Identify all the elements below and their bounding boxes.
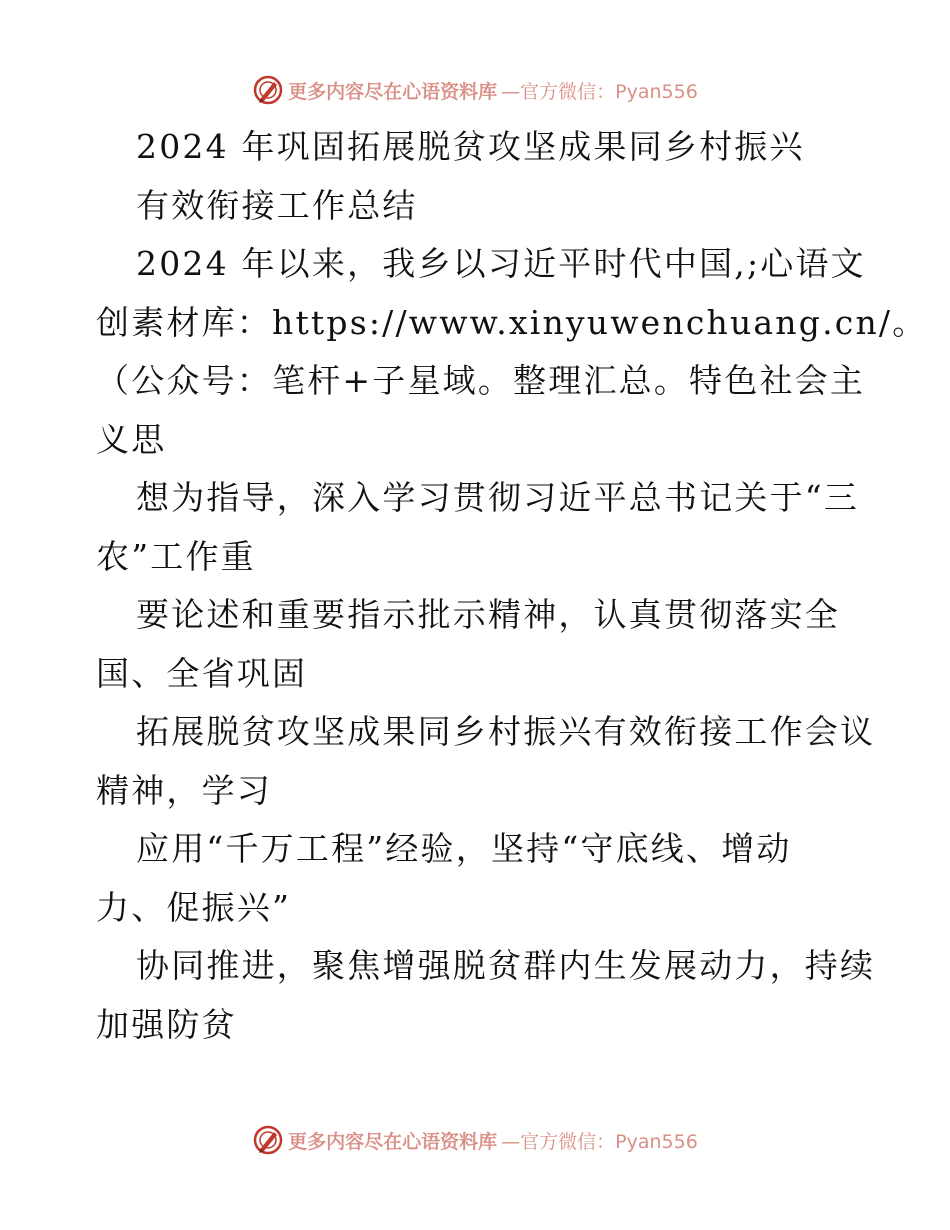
paragraph-line: 想为指导，深入学习贯彻习近平总书记关于“三 bbox=[136, 478, 860, 517]
paragraph-line: 义思 bbox=[96, 419, 167, 459]
header-banner bbox=[0, 70, 950, 110]
pen-logo-icon bbox=[252, 1124, 284, 1156]
title-line-1: 2024 年巩固拓展脱贫攻坚成果同乡村振兴 bbox=[136, 127, 805, 166]
paragraph-line: 应用“千万工程”经验，坚持“守底线、增动 bbox=[136, 829, 792, 868]
header-banner-wechat: —官方微信：Pyan556 bbox=[501, 80, 698, 103]
paragraph-line: 2024 年以来，我乡以习近平时代中国,;心语文 bbox=[136, 244, 866, 283]
footer-banner bbox=[0, 1120, 950, 1160]
paragraph-line: 精神，学习 bbox=[96, 770, 272, 810]
paragraph-line: 加强防贫 bbox=[96, 1004, 237, 1044]
header-banner-inner bbox=[252, 74, 698, 106]
header-banner-title: 更多内容尽在心语资料库 bbox=[288, 80, 498, 103]
paragraph-line: 要论述和重要指示批示精神，认真贯彻落实全 bbox=[136, 595, 840, 634]
paragraph-line: 农”工作重 bbox=[96, 536, 256, 576]
paragraph-line: 拓展脱贫攻坚成果同乡村振兴有效衔接工作会议 bbox=[136, 712, 876, 751]
paragraph-line: （公众号：笔杆+子星域。整理汇总。特色社会主 bbox=[96, 361, 866, 400]
title-line-2: 有效衔接工作总结 bbox=[136, 185, 418, 225]
paragraph-line: 协同推进，聚焦增强脱贫群内生发展动力，持续 bbox=[136, 946, 876, 985]
paragraph-line: 创素材库：https://www.xinyuwenchuang.cn/。 bbox=[96, 302, 928, 342]
pen-logo-icon bbox=[252, 74, 284, 106]
footer-banner-title: 更多内容尽在心语资料库 bbox=[288, 1130, 498, 1153]
paragraph-line: 力、促振兴” bbox=[96, 887, 292, 927]
footer-banner-inner bbox=[252, 1124, 698, 1156]
document-body bbox=[96, 118, 928, 1054]
footer-banner-wechat: —官方微信：Pyan556 bbox=[501, 1130, 698, 1153]
paragraph-line: 国、全省巩固 bbox=[96, 653, 308, 693]
